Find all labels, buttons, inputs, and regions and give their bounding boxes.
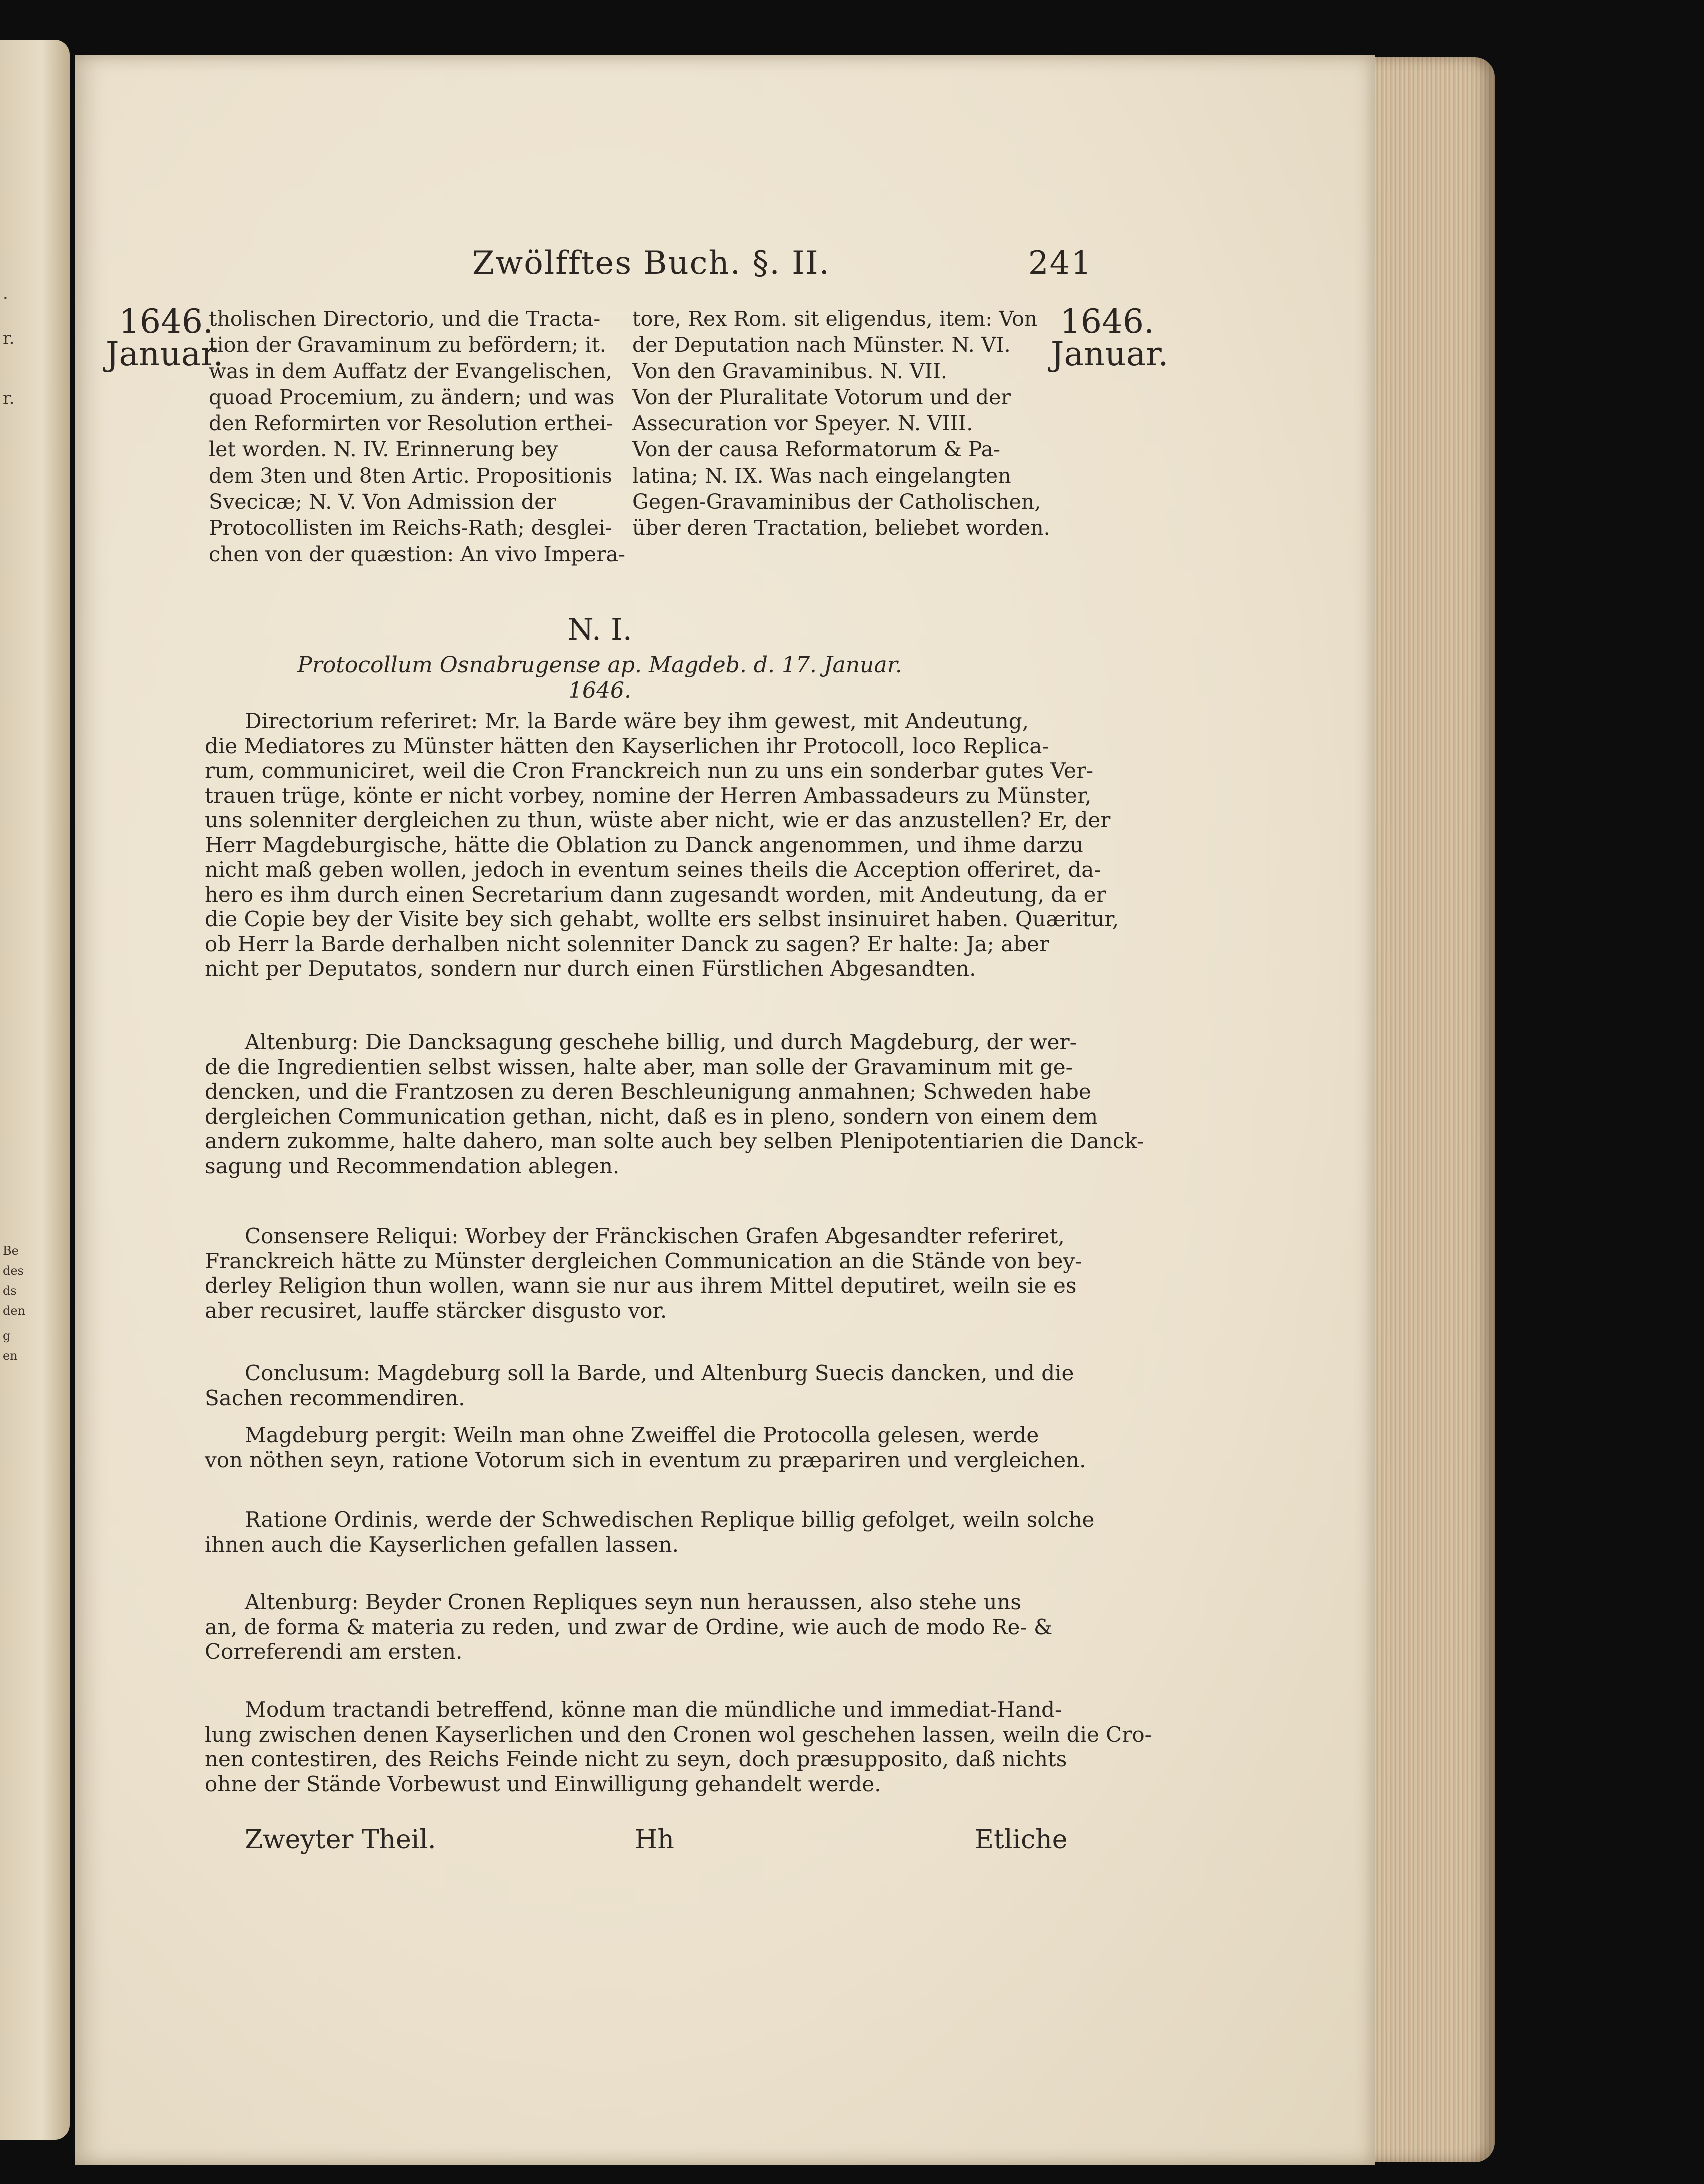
paragraph-line: Sachen recommendiren. — [205, 1386, 466, 1410]
paragraph-conclusum — [205, 1361, 1074, 1410]
paragraph-line: dergleichen Communication gethan, nicht, daß es in pleno, sondern von einem dem — [205, 1104, 1098, 1129]
paragraph-line: derley Religion thun wollen, wann sie nur aus ihrem Mittel deputiret, weiln sie es — [205, 1274, 1077, 1298]
summary-line: Assecuration vor Speyer. N. VIII. — [632, 412, 974, 436]
paragraph-line: de die Ingredientien selbst wissen, halte aber, man solle der Gravaminum mit ge- — [205, 1054, 1073, 1080]
summary-line: Protocollisten im Reichs-Rath; desglei- — [209, 516, 612, 540]
paragraph-line: nicht per Deputatos, sondern nur durch einen Fürstlichen Abgesandten. — [205, 956, 976, 981]
left-page-fragment: ds — [3, 1284, 17, 1298]
summary-line: Von der Pluralitate Votorum und der — [632, 385, 1011, 410]
left-page-fragment: Be — [3, 1244, 19, 1258]
page-number: 241 — [1028, 245, 1092, 282]
summary-line: latina; N. IX. Was nach eingelangten — [632, 464, 1012, 488]
paragraph-line: von nöthen seyn, ratione Votorum sich in eventum zu præpariren und vergleichen. — [205, 1448, 1086, 1472]
left-page-fragment: den — [3, 1304, 26, 1318]
summary-column-1 — [209, 306, 629, 568]
paragraph-line: uns solenniter dergleichen zu thun, wüste aber nicht, wie er das anzustellen? Er, der — [205, 808, 1111, 832]
summary-line: was in dem Auffatz der Evangelischen, — [209, 359, 613, 384]
paragraph-line: nicht maß geben wollen, jedoch in eventum seines theils die Acception offeriret, da- — [205, 858, 1102, 882]
margin-year-right: 1646. — [1060, 302, 1154, 341]
left-page-fragment: des — [3, 1264, 24, 1278]
left-page-fragment: r. — [3, 388, 15, 408]
paragraph-line: ob Herr la Barde derhalben nicht solenniter Danck zu sagen? Er halte: Ja; aber — [205, 932, 1050, 956]
summary-line: tion der Gravaminum zu befördern; it. — [209, 333, 606, 358]
paragraph-line: lung zwischen denen Kayserlichen und den Cronen wol geschehen lassen, weiln die Cro- — [205, 1722, 1152, 1747]
paragraph-ratione — [205, 1508, 1095, 1557]
paragraph-magdeburg — [205, 1423, 1086, 1472]
margin-month-left: Januar. — [106, 335, 224, 374]
paragraph-line: hero es ihm durch einen Secretarium dann zugesandt worden, mit Andeutung, da er — [205, 882, 1106, 907]
paragraph-line: Altenburg: Die Dancksagung geschehe billig, und durch Magdeburg, der wer- — [245, 1030, 1077, 1054]
section-heading: N. I. — [568, 612, 632, 648]
summary-line: Svecicæ; N. V. Von Admission der — [209, 490, 556, 514]
paragraph-altenburg-2 — [205, 1590, 1053, 1664]
paragraph-line: rum, communiciret, weil die Cron Franckreich nun zu uns ein sonderbar gutes Ver- — [205, 758, 1094, 783]
paragraph-line: Conclusum: Magdeburg soll la Barde, und Altenburg Suecis dancken, und die — [245, 1361, 1074, 1386]
paragraph-line: Correferendi am ersten. — [205, 1640, 463, 1664]
summary-line: tholischen Directorio, und die Tracta- — [209, 307, 601, 331]
paragraph-line: Altenburg: Beyder Cronen Repliques seyn nun heraussen, also stehe uns — [245, 1590, 1022, 1614]
footer-volume: Zweyter Theil. — [245, 1825, 436, 1855]
book-fore-edge — [1370, 58, 1495, 2162]
paragraph-line: ihnen auch die Kayserlichen gefallen lassen. — [205, 1532, 679, 1557]
left-page-fragment: g — [3, 1329, 11, 1343]
paragraph-directorium — [205, 709, 1120, 982]
section-subtitle: Protocollum Osnabrugense ap. Magdeb. d. 17. Januar. 1646. — [298, 652, 902, 704]
footer-catchword: Etliche — [975, 1825, 1068, 1855]
paragraph-line: ohne der Stände Vorbewust und Einwilligung gehandelt werde. — [205, 1772, 882, 1796]
summary-line: über deren Tractation, beliebet worden. — [632, 516, 1050, 540]
paragraph-modum — [205, 1698, 1152, 1796]
summary-line: Gegen-Gravaminibus der Catholischen, — [632, 490, 1042, 514]
left-page-fragment: en — [3, 1349, 18, 1363]
paragraph-line: die Copie bey der Visite bey sich gehabt, wollte ers selbst insinuiret haben. Quæritur, — [205, 907, 1120, 932]
summary-line: Von der causa Reformatorum & Pa- — [632, 438, 1000, 462]
summary-line: let worden. N. IV. Erinnerung bey — [209, 438, 558, 462]
paragraph-line: aber recusiret, lauffe stärcker disgusto vor. — [205, 1298, 668, 1323]
paragraph-line: Modum tractandi betreffend, könne man die mündliche und immediat-Hand- — [245, 1698, 1062, 1722]
summary-line: chen von der quæstion: An vivo Impera- — [209, 542, 626, 566]
summary-line: Von den Gravaminibus. N. VII. — [632, 359, 948, 384]
margin-month-right: Januar. — [1051, 335, 1169, 374]
running-head-title: Zwölfftes Buch. §. II. — [472, 245, 830, 282]
paragraph-line: Directorium referiret: Mr. la Barde wäre bey ihm gewest, mit Andeutung, — [245, 709, 1029, 734]
paragraph-line: Magdeburg pergit: Weiln man ohne Zweiffel die Protocolla gelesen, werde — [245, 1423, 1040, 1448]
left-page-edge — [0, 40, 70, 2140]
paragraph-line: Consensere Reliqui: Worbey der Fränckischen Grafen Abgesandter referiret, — [245, 1224, 1065, 1248]
paragraph-line: dencken, und die Frantzosen zu deren Beschleunigung anmahnen; Schweden habe — [205, 1080, 1092, 1104]
paragraph-line: nen contestiren, des Reichs Feinde nicht zu seyn, doch præsupposito, daß nichts — [205, 1747, 1068, 1772]
paragraph-line: die Mediatores zu Münster hätten den Kayserlichen ihr Protocoll, loco Replica- — [205, 734, 1050, 758]
paragraph-altenburg-1 — [205, 1030, 1144, 1178]
summary-line: dem 3ten und 8ten Artic. Propositionis — [209, 464, 612, 488]
paragraph-line: Franckreich hätte zu Münster dergleichen Communication an die Stände von bey- — [205, 1248, 1082, 1274]
paragraph-line: an, de forma & materia zu reden, und zwar de Ordine, wie auch de modo Re- & — [205, 1614, 1053, 1640]
paragraph-line: trauen trüge, könte er nicht vorbey, nomine der Herren Ambassadeurs zu Münster, — [205, 783, 1092, 808]
running-head — [472, 245, 1092, 285]
margin-year-left: 1646. — [119, 302, 214, 341]
footer-signature: Hh — [635, 1825, 674, 1855]
paragraph-line: sagung und Recommendation ablegen. — [205, 1154, 620, 1178]
left-page-fragment: r. — [3, 328, 15, 348]
summary-line: tore, Rex Rom. sit eligendus, item: Von — [632, 307, 1038, 331]
paragraph-line: Ratione Ordinis, werde der Schwedischen Replique billig gefolget, weiln solche — [245, 1508, 1095, 1532]
left-page-fragment: . — [3, 284, 8, 304]
paragraph-line: Herr Magdeburgische, hätte die Oblation zu Danck angenommen, und ihme darzu — [205, 832, 1084, 858]
paragraph-line: andern zukomme, halte dahero, man solte auch bey selben Plenipotentiarien die Danck- — [205, 1129, 1144, 1154]
summary-line: quoad Procemium, zu ändern; und was — [209, 385, 615, 410]
summary-line: der Deputation nach Münster. N. VI. — [632, 333, 1011, 358]
paragraph-consensere — [205, 1224, 1082, 1323]
summary-column-2 — [632, 306, 1050, 542]
summary-line: den Reformirten vor Resolution erthei- — [209, 412, 614, 436]
